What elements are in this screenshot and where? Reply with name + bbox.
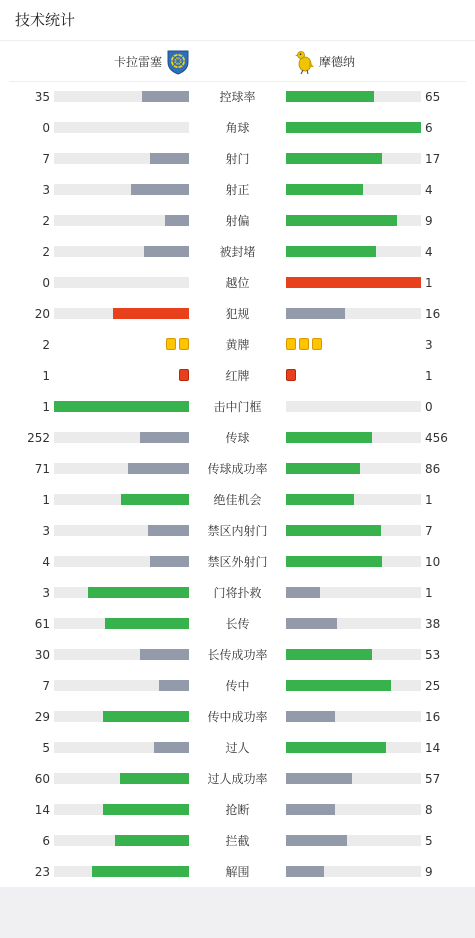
- home-bar-fill: [154, 742, 189, 753]
- stat-row: [0, 175, 475, 206]
- away-bar-track: [286, 649, 421, 660]
- away-cards: [286, 369, 296, 382]
- away-value: 8: [425, 803, 433, 817]
- away-bar-fill: [286, 618, 337, 629]
- yellow-card-icon: [299, 338, 309, 350]
- stat-row: [0, 857, 475, 888]
- away-bar-fill: [286, 866, 324, 877]
- home-value: 2: [42, 245, 50, 259]
- home-value: 6: [42, 834, 50, 848]
- away-value: 57: [425, 772, 441, 786]
- home-value: 30: [34, 648, 50, 662]
- away-value: 1: [425, 276, 433, 290]
- away-bar-track: [286, 246, 421, 257]
- home-bar-track: [54, 401, 189, 412]
- stat-label: 击中门框: [213, 400, 262, 414]
- yellow-card-icon: [286, 338, 296, 350]
- home-bar-fill: [92, 866, 189, 877]
- away-value: 6: [425, 121, 433, 135]
- away-bar-track: [286, 618, 421, 629]
- away-bar-fill: [286, 215, 397, 226]
- away-value: 10: [425, 555, 441, 569]
- red-card-icon: [179, 369, 189, 381]
- away-bar-fill: [286, 463, 360, 474]
- stat-label: 门将扑救: [213, 586, 262, 600]
- stat-label: 禁区内射门: [207, 524, 268, 538]
- stat-label: 射偏: [225, 214, 250, 228]
- home-value: 7: [42, 679, 50, 693]
- home-bar-track: [54, 246, 189, 257]
- home-bar-fill: [88, 587, 189, 598]
- team-header: [9, 41, 466, 82]
- home-bar-track: [54, 680, 189, 691]
- home-bar-fill: [140, 649, 189, 660]
- away-value: 65: [425, 90, 441, 104]
- home-bar-fill: [165, 215, 189, 226]
- stat-row: [0, 82, 475, 113]
- away-bar-fill: [286, 184, 363, 195]
- stat-label: 长传成功率: [207, 648, 268, 662]
- home-bar-track: [54, 587, 189, 598]
- stats-list: [0, 82, 475, 888]
- stat-row: [0, 423, 475, 454]
- away-value: 9: [425, 214, 433, 228]
- home-bar-fill: [103, 804, 189, 815]
- home-bar-track: [54, 556, 189, 567]
- stat-label: 解围: [225, 865, 250, 879]
- home-bar-fill: [144, 246, 189, 257]
- away-bar-fill: [286, 835, 347, 846]
- stat-label: 角球: [225, 121, 250, 135]
- home-bar-track: [54, 494, 189, 505]
- home-bar-track: [54, 277, 189, 288]
- home-bar-track: [54, 804, 189, 815]
- home-bar-fill: [131, 184, 189, 195]
- home-value: 4: [42, 555, 50, 569]
- home-team-name: 卡拉雷塞: [113, 55, 162, 69]
- away-bar-track: [286, 525, 421, 536]
- away-bar-track: [286, 556, 421, 567]
- home-value: 2: [42, 338, 50, 352]
- away-bar-track: [286, 401, 421, 412]
- stat-label: 过人: [225, 741, 250, 755]
- away-bar-track: [286, 804, 421, 815]
- home-bar-fill: [128, 463, 189, 474]
- away-bar-fill: [286, 680, 391, 691]
- stat-row: [0, 144, 475, 175]
- stat-row: [0, 702, 475, 733]
- yellow-card-icon: [312, 338, 322, 350]
- away-bar-fill: [286, 494, 354, 505]
- away-bar-track: [286, 835, 421, 846]
- home-value: 1: [42, 369, 50, 383]
- stat-row: [0, 454, 475, 485]
- stat-label: 射正: [225, 183, 250, 197]
- stat-row: [0, 640, 475, 671]
- stat-label: 禁区外射门: [207, 555, 268, 569]
- away-bar-track: [286, 773, 421, 784]
- home-bar-track: [54, 866, 189, 877]
- away-bar-fill: [286, 91, 374, 102]
- away-bar-fill: [286, 773, 352, 784]
- away-bar-track: [286, 432, 421, 443]
- stat-label: 黄牌: [225, 338, 250, 352]
- stat-label: 长传: [225, 617, 250, 631]
- home-value: 71: [34, 462, 50, 476]
- away-team-canary-icon: [291, 49, 317, 75]
- home-bar-track: [54, 649, 189, 660]
- section-title: 技术统计: [0, 0, 475, 41]
- away-bar-fill: [286, 432, 372, 443]
- home-value: 3: [42, 586, 50, 600]
- away-value: 7: [425, 524, 433, 538]
- stat-row: [0, 671, 475, 702]
- away-bar-track: [286, 463, 421, 474]
- home-value: 1: [42, 400, 50, 414]
- stat-row: [0, 330, 475, 361]
- stat-row: [0, 485, 475, 516]
- home-bar-track: [54, 184, 189, 195]
- home-value: 1: [42, 493, 50, 507]
- away-value: 86: [425, 462, 441, 476]
- home-bar-fill: [150, 153, 189, 164]
- away-bar-track: [286, 680, 421, 691]
- stat-label: 抢断: [225, 803, 250, 817]
- stat-row: [0, 268, 475, 299]
- home-bar-track: [54, 432, 189, 443]
- away-value: 9: [425, 865, 433, 879]
- home-bar-track: [54, 122, 189, 133]
- home-bar-fill: [113, 308, 189, 319]
- away-value: 53: [425, 648, 441, 662]
- away-value: 14: [425, 741, 441, 755]
- home-team-crest-icon: [165, 49, 191, 75]
- home-bar-fill: [105, 618, 189, 629]
- stat-label: 红牌: [225, 369, 250, 383]
- away-value: 4: [425, 183, 433, 197]
- stat-row: [0, 826, 475, 857]
- home-cards: [166, 338, 189, 351]
- home-value: 0: [42, 276, 50, 290]
- yellow-card-icon: [166, 338, 176, 350]
- stat-row: [0, 113, 475, 144]
- away-bar-track: [286, 742, 421, 753]
- home-bar-fill: [121, 494, 189, 505]
- away-bar-track: [286, 494, 421, 505]
- away-bar-fill: [286, 587, 320, 598]
- home-value: 35: [34, 90, 50, 104]
- away-value: 1: [425, 369, 433, 383]
- home-value: 20: [34, 307, 50, 321]
- home-value: 2: [42, 214, 50, 228]
- home-bar-track: [54, 308, 189, 319]
- home-bar-fill: [120, 773, 189, 784]
- home-bar-track: [54, 153, 189, 164]
- away-bar-fill: [286, 556, 382, 567]
- stat-row: [0, 733, 475, 764]
- away-value: 1: [425, 493, 433, 507]
- home-bar-track: [54, 773, 189, 784]
- home-bar-track: [54, 711, 189, 722]
- stat-label: 传球: [225, 431, 250, 445]
- stat-row: [0, 764, 475, 795]
- home-bar-track: [54, 215, 189, 226]
- home-bar-fill: [159, 680, 189, 691]
- away-bar-track: [286, 122, 421, 133]
- stat-label: 被封堵: [219, 245, 256, 259]
- home-value: 5: [42, 741, 50, 755]
- stat-row: [0, 206, 475, 237]
- stat-label: 过人成功率: [207, 772, 268, 786]
- away-value: 0: [425, 400, 433, 414]
- away-bar-track: [286, 711, 421, 722]
- home-value: 3: [42, 524, 50, 538]
- away-value: 1: [425, 586, 433, 600]
- away-bar-fill: [286, 153, 382, 164]
- away-team-name: 摩德纳: [319, 55, 356, 69]
- home-bar-fill: [150, 556, 189, 567]
- home-bar-fill: [142, 91, 189, 102]
- stat-label: 传中成功率: [207, 710, 268, 724]
- stat-label: 绝佳机会: [213, 493, 262, 507]
- away-bar-track: [286, 153, 421, 164]
- home-value: 252: [27, 431, 50, 445]
- away-bar-fill: [286, 246, 376, 257]
- stat-label: 传中: [225, 679, 250, 693]
- stat-label: 控球率: [219, 90, 256, 104]
- red-card-icon: [286, 369, 296, 381]
- home-bar-fill: [54, 401, 189, 412]
- away-bar-fill: [286, 649, 372, 660]
- away-bar-fill: [286, 711, 335, 722]
- away-bar-track: [286, 587, 421, 598]
- stat-row: [0, 578, 475, 609]
- stat-row: [0, 516, 475, 547]
- home-bar-track: [54, 463, 189, 474]
- home-bar-track: [54, 525, 189, 536]
- home-value: 60: [34, 772, 50, 786]
- stat-row: [0, 299, 475, 330]
- stat-label: 传球成功率: [207, 462, 268, 476]
- stat-label: 越位: [225, 276, 250, 290]
- away-value: 456: [425, 431, 448, 445]
- home-value: 3: [42, 183, 50, 197]
- home-bar-track: [54, 618, 189, 629]
- away-value: 17: [425, 152, 441, 166]
- away-bar-track: [286, 215, 421, 226]
- stat-row: [0, 609, 475, 640]
- away-bar-track: [286, 277, 421, 288]
- away-bar-fill: [286, 525, 381, 536]
- away-cards: [286, 338, 322, 351]
- away-bar-fill: [286, 308, 345, 319]
- home-value: 0: [42, 121, 50, 135]
- stat-row: [0, 547, 475, 578]
- away-value: 16: [425, 710, 441, 724]
- stat-row: [0, 237, 475, 268]
- home-cards: [179, 369, 189, 382]
- home-bar-track: [54, 835, 189, 846]
- away-value: 4: [425, 245, 433, 259]
- home-bar-track: [54, 742, 189, 753]
- yellow-card-icon: [179, 338, 189, 350]
- home-value: 29: [34, 710, 50, 724]
- home-bar-fill: [140, 432, 189, 443]
- away-value: 3: [425, 338, 433, 352]
- away-bar-fill: [286, 122, 421, 133]
- home-value: 14: [34, 803, 50, 817]
- away-bar-track: [286, 866, 421, 877]
- stat-label: 犯规: [225, 307, 250, 321]
- away-bar-track: [286, 184, 421, 195]
- home-bar-fill: [115, 835, 189, 846]
- away-bar-track: [286, 308, 421, 319]
- home-value: 23: [34, 865, 50, 879]
- away-value: 5: [425, 834, 433, 848]
- stat-row: [0, 392, 475, 423]
- away-value: 25: [425, 679, 441, 693]
- stat-label: 射门: [225, 152, 250, 166]
- away-bar-fill: [286, 742, 386, 753]
- away-value: 38: [425, 617, 441, 631]
- home-bar-fill: [103, 711, 189, 722]
- away-bar-track: [286, 91, 421, 102]
- home-value: 7: [42, 152, 50, 166]
- home-bar-track: [54, 91, 189, 102]
- stat-row: [0, 795, 475, 826]
- home-value: 61: [34, 617, 50, 631]
- away-bar-fill: [286, 804, 335, 815]
- stat-row: [0, 361, 475, 392]
- away-value: 16: [425, 307, 441, 321]
- stat-label: 拦截: [225, 834, 250, 848]
- home-bar-fill: [148, 525, 189, 536]
- away-bar-fill: [286, 277, 421, 288]
